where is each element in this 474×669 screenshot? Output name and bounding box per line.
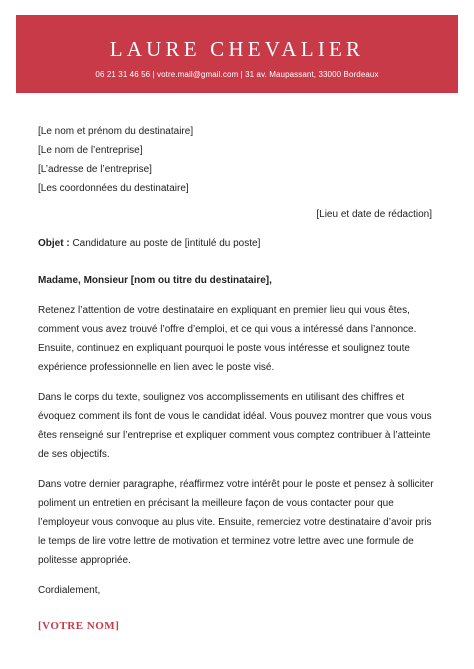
letter-body <box>38 271 438 611</box>
place-date: [Lieu et date de rédaction] <box>316 209 432 220</box>
subject-line <box>38 234 260 253</box>
subject-text: Candidature au poste de [intitulé du poste] <box>69 238 261 249</box>
sender-contact: 06 21 31 46 56 | votre.mail@gmail.com | 31 av. Maupassant, 33000 Bordeaux <box>95 70 379 79</box>
recipient-block <box>38 122 193 198</box>
closing: Cordialement, <box>38 585 101 596</box>
salutation: Madame, Monsieur [nom ou titre du destinataire], <box>38 275 272 286</box>
subject-label: Objet : <box>38 238 70 249</box>
recipient-name: [Le nom et prénom du destinataire] <box>38 126 194 137</box>
sender-name: LAURE CHEVALIER <box>109 37 365 61</box>
paragraph-body: Dans le corps du texte, soulignez vos accomplissements en utilisant des chiffres et évoquez comment ils font de vous le candidat idéal. Vous pouvez montrer que vous vous êtes renseigné sur l’entreprise et expliquer comment vous comptez contribuer à l’atteinte de ses objectifs. <box>38 392 432 460</box>
signature: [VOTRE NOM] <box>38 620 120 632</box>
paragraph-conclusion: Dans votre dernier paragraphe, réaffirmez votre intérêt pour le poste et pensez à solliciter poliment un entretien en précisant la meilleure façon de vous contacter pour que l’employeur vous convoque au plus vite. Ensuite, remerciez votre destinataire d’avoir pris le temps de lire votre lettre de motivation et terminez votre lettre avec une formule de politesse appropriée. <box>38 479 434 566</box>
recipient-company: [Le nom de l’entreprise] <box>38 145 143 156</box>
recipient-address: [L’adresse de l’entreprise] <box>38 164 152 175</box>
recipient-contact: [Les coordonnées du destinataire] <box>38 183 189 194</box>
paragraph-intro: Retenez l’attention de votre destinataire en expliquant en premier lieu qui vous êtes, comment vous avez trouvé l’offre d’emploi, et ce qui vous a intéressé dans l’annonce. Ensuite, continuez en expliquant pourquoi le poste vous intéresse et soulignez toute expérience professionnelle en lien avec le poste visé. <box>38 305 417 373</box>
letter-header <box>16 15 458 93</box>
